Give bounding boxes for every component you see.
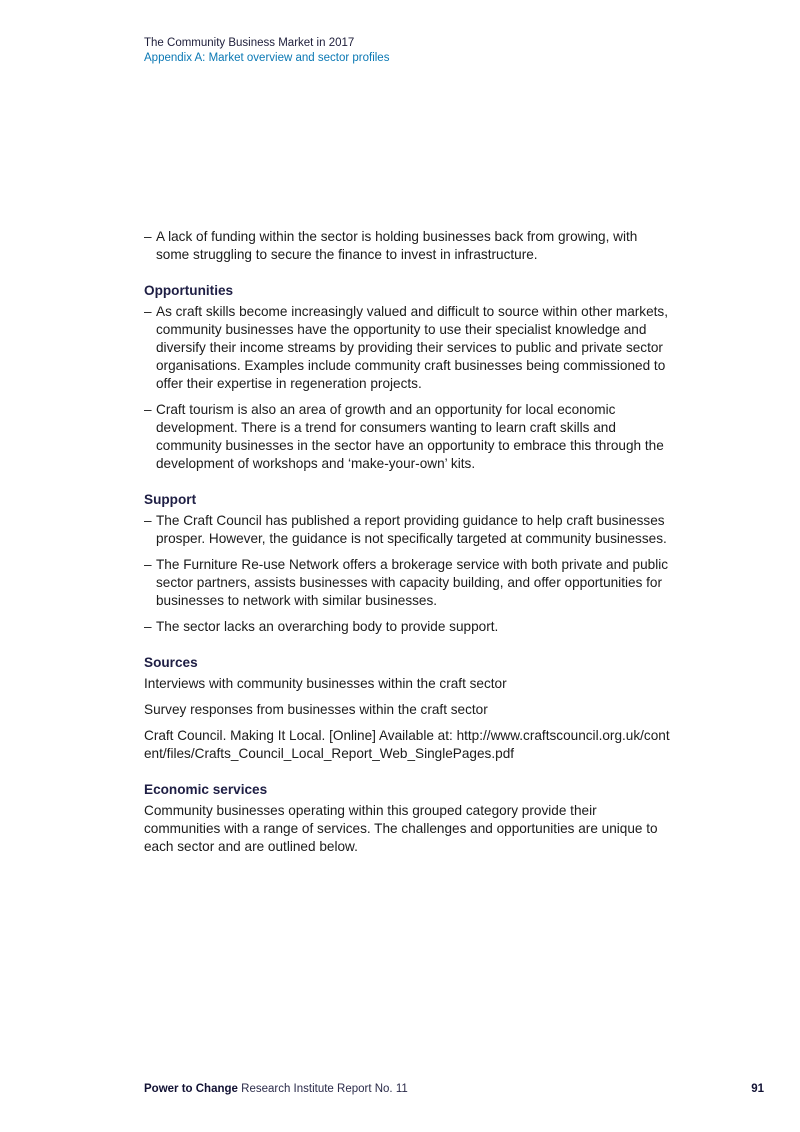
- support-heading: Support: [144, 492, 197, 507]
- dash-bullet-icon: –: [144, 619, 152, 634]
- footer: [144, 1083, 408, 1095]
- footer-report: Research Institute Report No. 11: [237, 1083, 408, 1095]
- source-item: Survey responses from businesses within the craft sector: [144, 702, 488, 717]
- economic-services-text: Community businesses operating within this grouped category provide their communities with a range of services. The challenges and opportunities are unique to each sector and are outlined below.: [144, 803, 658, 854]
- page-number: 91: [751, 1083, 764, 1095]
- source-item: Interviews with community businesses within the craft sector: [144, 676, 507, 691]
- section-subtitle: Appendix A: Market overview and sector profiles: [144, 52, 390, 64]
- page-body: [144, 228, 674, 864]
- dash-bullet-icon: –: [144, 402, 152, 417]
- dash-bullet-icon: –: [144, 304, 152, 319]
- economic-services-heading: Economic services: [144, 782, 268, 797]
- dash-bullet-icon: –: [144, 229, 152, 244]
- dash-bullet-icon: –: [144, 557, 152, 572]
- opportunity-bullet: – As craft skills become increasingly valued and difficult to source within other markets, community businesses have the opportunity to use their specialist knowledge and diversify their income streams by providing their services to public and private sector organisations. Examples include community craft businesses being commissioned to offer their expertise in regeneration projects.: [144, 304, 669, 391]
- source-link[interactable]: Craft Council. Making It Local. [Online] Available at: http://www.craftscouncil.org.uk/content/files/Crafts_Council_Local_Report_Web_SinglePages.pdf: [144, 728, 670, 761]
- challenge-bullet: – A lack of funding within the sector is holding businesses back from growing, with some struggling to secure the finance to invest in infrastructure.: [144, 229, 638, 262]
- support-bullet: – The sector lacks an overarching body to provide support.: [144, 619, 499, 634]
- opportunities-heading: Opportunities: [144, 283, 234, 298]
- dash-bullet-icon: –: [144, 513, 152, 528]
- sources-heading: Sources: [144, 655, 198, 670]
- support-bullet: – The Furniture Re-use Network offers a brokerage service with both private and public sector partners, assists businesses with capacity building, and offer opportunities for businesses to network with similar businesses.: [144, 557, 669, 608]
- running-header: [144, 36, 389, 66]
- opportunity-bullet: – Craft tourism is also an area of growth and an opportunity for local economic development. There is a trend for consumers wanting to learn craft skills and community businesses in the sector have an opportunity to embrace this through the development of workshops and ‘make-your-own’ kits.: [144, 402, 664, 471]
- support-bullet: – The Craft Council has published a report providing guidance to help craft businesses prosper. However, the guidance is not specifically targeted at community businesses.: [144, 513, 667, 546]
- document-title: The Community Business Market in 2017: [144, 37, 355, 49]
- footer-brand: Power to Change: [144, 1083, 238, 1095]
